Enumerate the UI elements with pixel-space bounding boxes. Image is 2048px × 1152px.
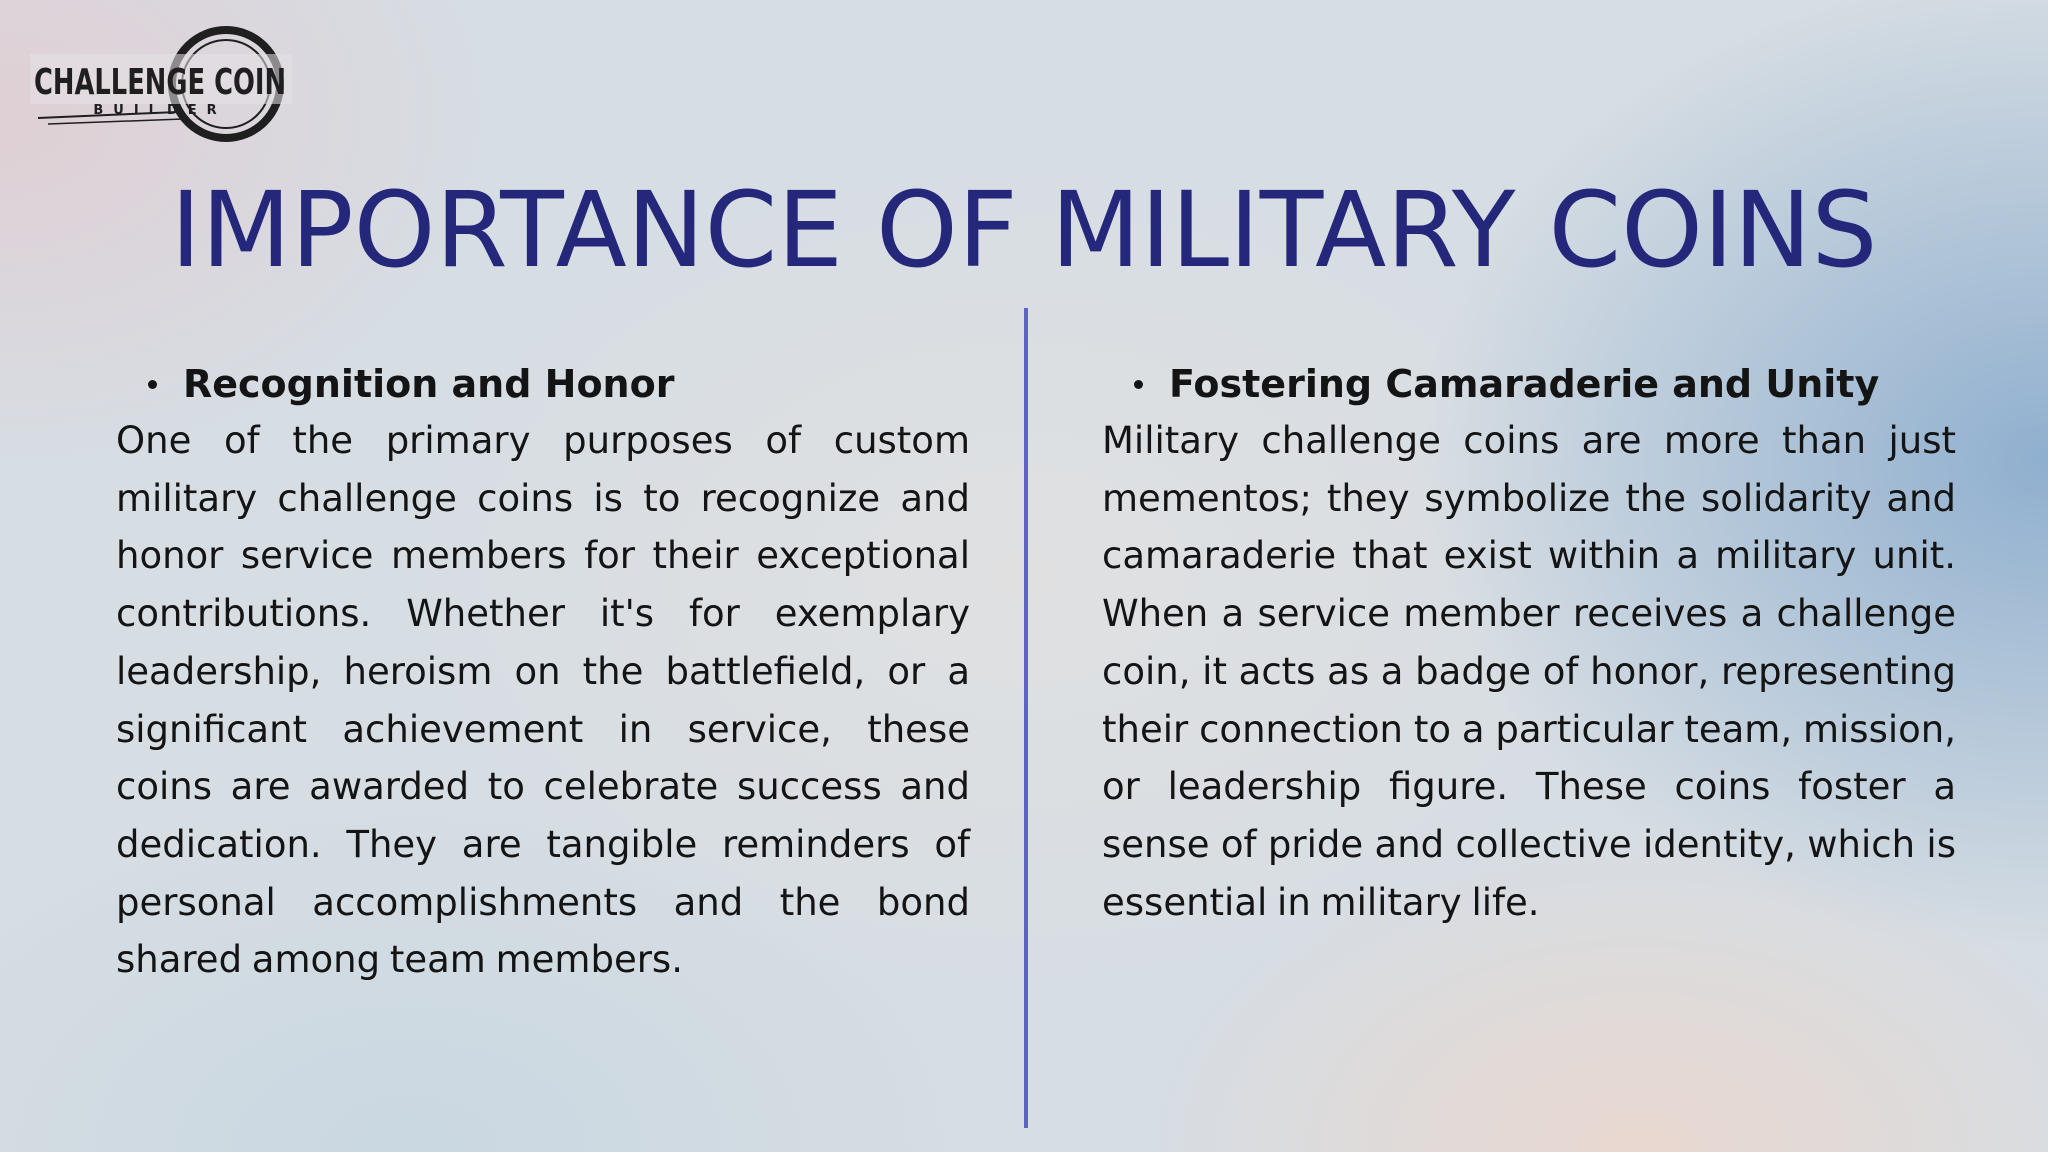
section-heading-row [148,356,970,412]
section-heading-row [1134,356,1956,412]
logo-line1: CHALLENGE COIN [34,62,286,103]
section-camaraderie [1102,356,1956,931]
challenge-coin-builder-logo [28,22,308,142]
bullet-icon [1134,380,1143,389]
section-body: Military challenge coins are more than just mementos; they symbolize the solidarity and camaraderie that exist within a military unit. When a service member receives a challenge coin, it acts as a badge of honor, representing their connection to a particular team, mission, or leadership figure. These coins foster a sense of pride and collective identity, which is essential in military life. [1102,419,1956,924]
section-heading: Recognition and Honor [183,362,675,406]
page-title: IMPORTANCE OF MILITARY COINS [170,169,1878,291]
section-body: One of the primary purposes of custom military challenge coins is to recognize and honor service members for their exceptional contributions. Whether it's for exemplary leadership, heroism on the battlefield, or a significant achievement in service, these coins are awarded to celebrate success and dedication. They are tangible reminders of personal accomplishments and the bond shared among team members. [116,419,970,982]
logo-line2: BUILDER [93,103,227,118]
column-divider [1024,308,1028,1128]
section-heading: Fostering Camaraderie and Unity [1169,362,1880,406]
section-recognition [116,356,970,989]
bullet-icon [148,380,157,389]
